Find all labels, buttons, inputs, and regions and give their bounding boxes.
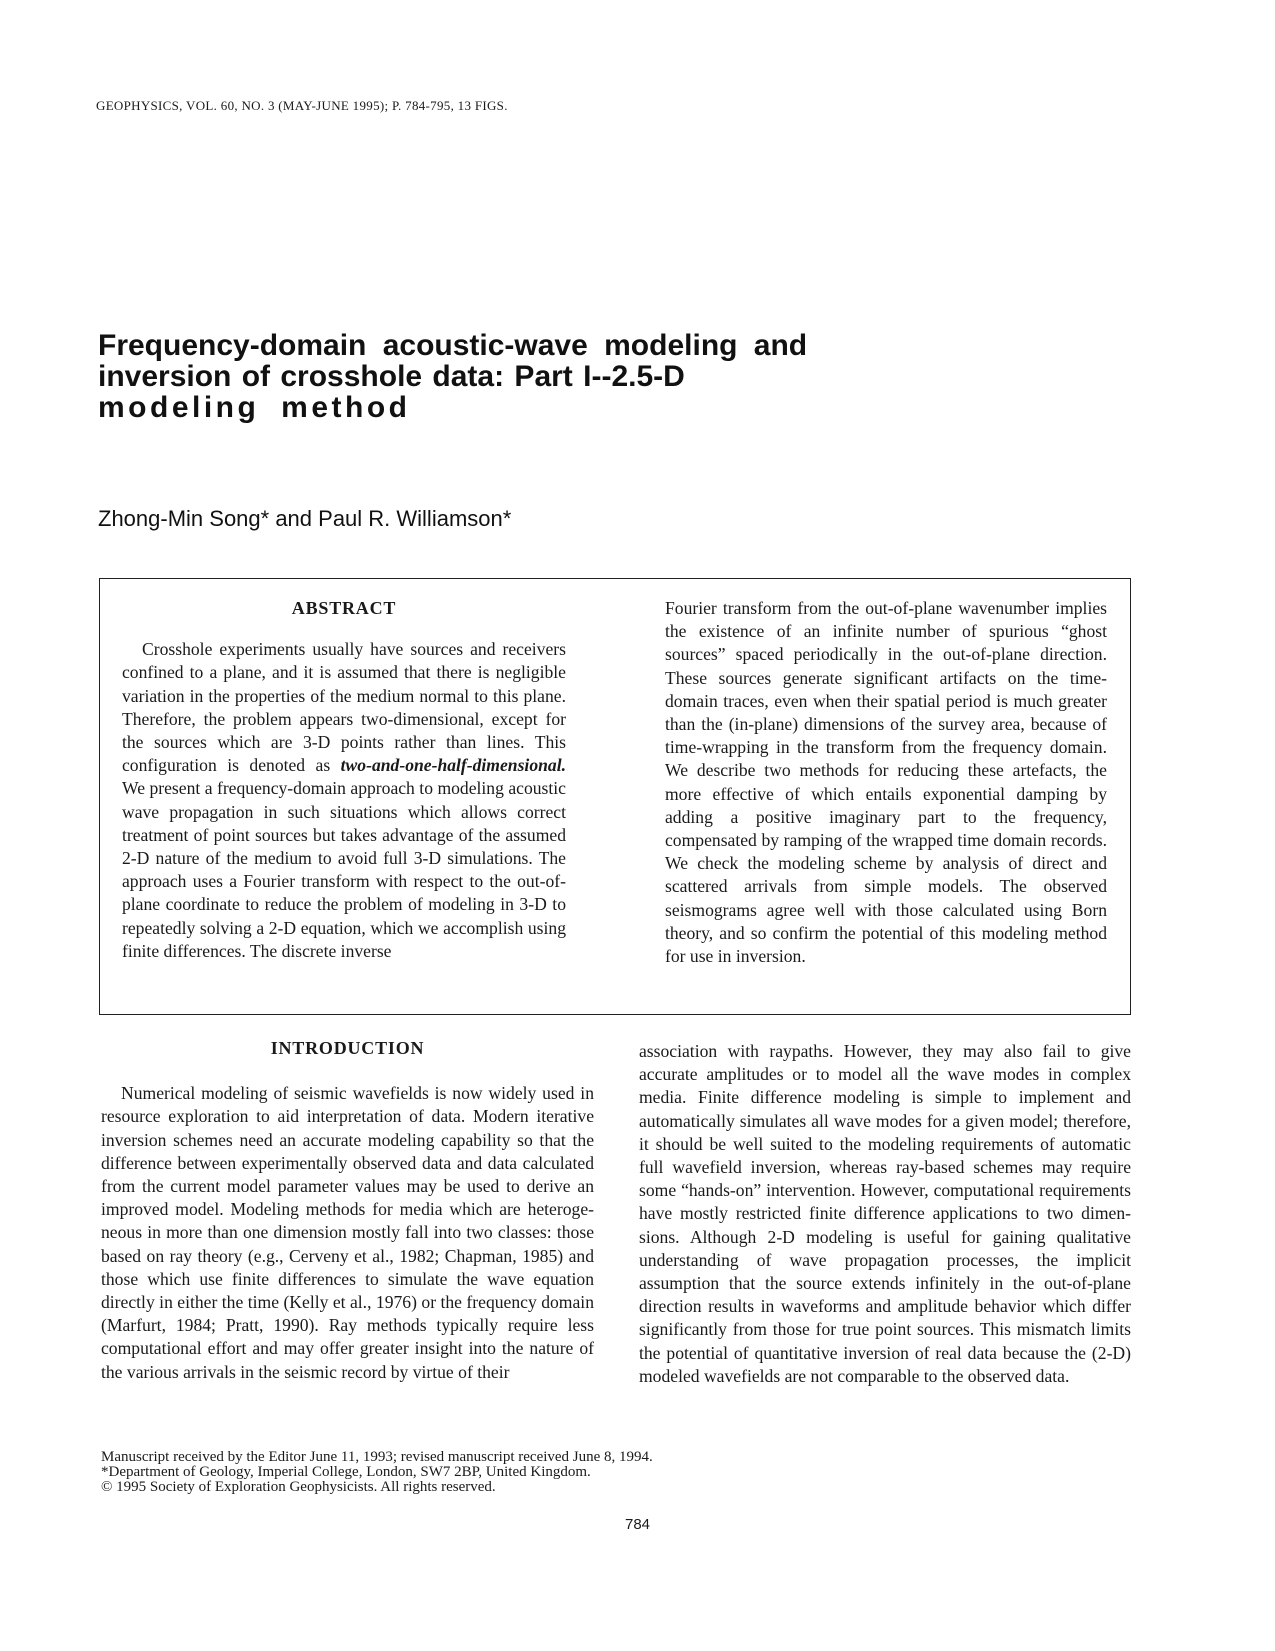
footnote-copyright: © 1995 Society of Exploration Geophysicists. All rights reserved.: [101, 1479, 496, 1495]
abstract-paragraph: [122, 638, 566, 963]
abstract-heading: ABSTRACT: [291, 598, 397, 618]
footnote-received: Manuscript received by the Editor June 11, 1993; revised manuscript received June 8, 1994.: [101, 1449, 653, 1465]
abstract-text-end: We present a frequency-domain approach to modeling acoustic wave propagation in such situations which allows correct treatment of point sources but takes advantage of the assumed 2-D nature of the medium to avoid full 3-D simulations. The approach uses a Fourier transform with respect to the out-of-plane coordinate to reduce the problem of modeling in 3-D to repeatedly solving a 2-D equation, which we accomplish using finite differences. The discrete inverse: [122, 778, 566, 961]
title-line-2: inversion of crosshole data: Part I--2.5-D: [98, 360, 685, 393]
footnotes: [101, 1450, 861, 1495]
introduction-left-column: [101, 1037, 594, 1384]
introduction-continuation: association with raypaths. However, they may also fail to give accurate amplitudes or to model all the wave modes in complex media. Finite difference modeling is simple to implement and automatically simulates all wave modes for a given model; therefore, it should be well suited to the modeling requirements of automatic full wavefield inversion, whereas ray-based schemes may require some “hands-on” intervention. However, computational requirements have mostly restricted finite difference applications to two dimensions. Although 2-D modeling is useful for gaining qualitative understanding of wave propagation processes, the implicit assumption that the source extends infinitely in the out-of-plane direction results in waveforms and amplitude behavior which differ significantly from those for true point sources. This mismatch limits the potential of quantitative inversion of real data because the (2-D) modeled wavefields are not comparable to the observed data.: [639, 1041, 1131, 1386]
footnote-affiliation: *Department of Geology, Imperial College, London, SW7 2BP, United Kingdom.: [101, 1464, 591, 1480]
page-number: 784: [624, 1516, 651, 1533]
abstract-left-column: [122, 597, 566, 963]
title-line-1: Frequency-domain acoustic-wave modeling and: [98, 329, 808, 362]
title-line-3: modeling method: [98, 391, 411, 424]
abstract-right-column: [665, 597, 1107, 968]
introduction-heading: INTRODUCTION: [270, 1038, 425, 1058]
abstract-box: [99, 578, 1131, 1015]
author-list: Zhong-Min Song* and Paul R. Williamson*: [98, 506, 512, 531]
introduction-right-column: [639, 1040, 1131, 1388]
paper-title: [98, 330, 858, 423]
abstract-emphasis: two-and-one-half-dimensional.: [340, 755, 566, 776]
abstract-continuation: Fourier transform from the out-of-plane wavenumber implies the existence of an infinite number of spurious “ghost sources” spaced periodically in the out-of-plane direction. These sources generate significant artifacts on the time-domain traces, even when their spatial period is much greater than the (in-plane) dimensions of the survey area, because of time-wrapping in the transform from the frequency domain. We describe two methods for reducing these artefacts, the more effective of which entails exponential damping by adding a positive imaginary part to the frequency, compensated by ramping of the wrapped time domain records. We check the modeling scheme by analysis of direct and scattered arrivals from simple models. The observed seismograms agree well with those calculated using Born theory, and so confirm the potential of this modeling method for use in inversion.: [665, 598, 1107, 967]
journal-citation: GEOPHYSICS, VOL. 60, NO. 3 (MAY-JUNE 1995); P. 784-795, 13 FIGS.: [96, 98, 508, 113]
abstract-text-start: Crosshole experiments usually have sources and receivers confined to a plane, and it is assumed that there is negligible variation in the properties of the medium normal to this plane. Therefore, the problem appears two-dimensional, except for the sources which are 3-D points rather than lines. This configuration is denoted as: [122, 639, 566, 776]
introduction-paragraph: Numerical modeling of seismic wavefields is now widely used in resource exploration to aid interpretation of data. Modern iterative inversion schemes need an accurate modeling capability so that the difference between experimentally observed data and data calculated from the current model parameter values may be used to derive an improved model. Modeling methods for media which are heterogeneous in more than one dimension mostly fall into two classes: those based on ray theory (e.g., Cerveny et al., 1982; Chapman, 1985) and those which use finite differences to simulate the wave equation directly in either the time (Kelly et al., 1976) or the frequency domain (Marfurt, 1984; Pratt, 1990). Ray methods typically require less computational effort and may offer greater insight into the nature of the various arrivals in the seismic record by virtue of their: [101, 1083, 594, 1382]
